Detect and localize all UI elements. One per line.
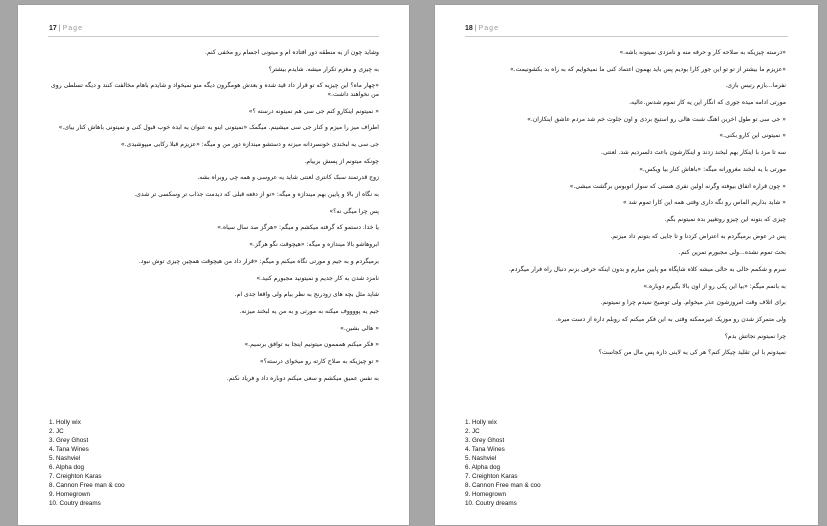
list-item: 8. Cannon Free man & coo: [49, 482, 125, 489]
page-body-text: [50, 49, 379, 391]
paragraph: نمیدونم با این تقلید چیکار کنم؟ هر کی یه لاینی داره پس مال من کجاست؟: [598, 349, 786, 357]
list-item: 6. Alpha dog: [465, 464, 501, 471]
list-item: 9. Homegrown: [49, 491, 90, 498]
paragraph: به بانمم میگم: «بیا این پکی رو از اون بالا بگیرم دوباره.»: [643, 282, 786, 290]
document-page-18: [435, 5, 818, 525]
header-separator: |: [58, 25, 61, 32]
list-item: 2. JC: [465, 428, 480, 435]
paragraph: پس در عوض برمیگردم به اعتراض کردنا و تا جایی که بتونم داد میزنم.: [610, 232, 786, 240]
paragraph: به چیزی و مغزم تکرار میشه. شایدم بیشتر؟: [268, 65, 379, 73]
list-item: 5. Nashviel: [49, 455, 81, 462]
list-item: 9. Homegrown: [465, 491, 506, 498]
paragraph: مورتی ادامه میده جوری که انگار این یه کار تموم شدس.عالیه.: [629, 99, 786, 107]
list-item: 4. Tana Wines: [49, 446, 89, 453]
paragraph: چونکه میتونم از پسش بربیام.: [304, 157, 379, 165]
list-item: 6. Alpha dog: [49, 464, 85, 471]
list-item: 7. Creighton Karas: [49, 473, 102, 480]
paragraph: چرا نمیتونم نجاتش بدم؟: [724, 332, 786, 340]
paragraph: اطراف میز را میزم و کنار جی سی میشینم. میگمک «نمیتونی اینو به عنوان یه ایده خوب قبول کنی و نمیتونی باهاش کنار بیای.»: [58, 124, 379, 132]
list-item: 7. Creighton Karas: [465, 473, 518, 480]
page-number: 17: [49, 25, 57, 32]
paragraph: «چهار ماه؟ این چیزیه که تو قرار داد قید شده و بعدش هومگرون دیگه منو نمیخواد و شایدم باهام مخالفت کنند و دیگه تسلطی روی من نخواهند داشت.»: [50, 82, 379, 98]
paragraph: «درسته چیزیکه به صلاحه کار و حرفه منه و نامزدی نمیتونه باشه.»: [619, 49, 786, 56]
list-item: 10. Coutry dreams: [465, 500, 517, 507]
paragraph: « نمیتونم اینکارو کنم جی سی هم نمیتونه درسته ؟»: [248, 107, 379, 115]
footnote-list: [49, 418, 125, 508]
page-header: [465, 25, 499, 32]
paragraph: مورتی با یه لبخند مغرورانه میگه: «باهاش کنار بیا ویکس.»: [639, 165, 786, 173]
paragraph: زوج قدرتمند سبک کانتری لعنتی شاید یه عروسی و همه چی روبراه بشه.: [197, 174, 379, 182]
paragraph: « تو چیزیکه به صلاح کارته رو میخوای درسته؟»: [259, 357, 379, 365]
paragraph: « جی سی تو طول اخرین اهنگ شبت هالی رو استیج بردی و اون جلوت خم شد مردم عاشق اینکاران.»: [527, 115, 786, 123]
paragraph: ابروهاشو بالا میندازه و میگه: «هیچوقت نگو هرگز.»: [249, 241, 379, 249]
paragraph: جی سی یه لبخندی خونسردانه میزنه و دستشو میندازه دور من و میگه: «عزیزم قبلا رکابی میپوشیدی.»: [120, 141, 379, 149]
list-item: 4. Tana Wines: [465, 446, 505, 453]
paragraph: « فکر میکنم همممون میتونیم اینجا به توافق برسیم.»: [244, 341, 379, 349]
header-divider: [48, 36, 379, 37]
paragraph: برمیگردم و به جیم و مورتی نگاه میکنم و میگم: «قرار داد من هیچوقت همچین چیزی توش نبود.: [138, 257, 379, 265]
paragraph: «عزیزم ما بیشتر از تو تو این جور کارا بودیم پس باید بهمون اعتماد کنی ما نمیخوایم که به راه بد بکشونیمت.»: [510, 65, 786, 73]
document-page-17: [18, 5, 409, 525]
paragraph: نامزد شدن به کار جدیم و نمیتونید مجبورم کنید.»: [256, 274, 379, 282]
list-item: 1. Holly wix: [465, 419, 497, 426]
paragraph: به نگاه از بالا و پایین بهم میندازه و میگه: «تو از دفعه قبلی که دیدمت جذاب تر وسکسی تر شدی.: [134, 191, 379, 199]
footnote-list: [465, 418, 541, 508]
header-separator: |: [474, 25, 477, 32]
list-item: 3. Grey Ghost: [49, 437, 89, 444]
page-label: Page: [62, 25, 83, 32]
paragraph: برای اتلاف وقت امروزشون عذر میخوام. ولی توضیح نمیدم چرا و نمیتونم.: [600, 299, 786, 307]
paragraph: جیم یه پووووف میکنه به مورتی و به من یه لبخند میزنه.: [239, 307, 379, 315]
paragraph: سه تا مرد با اینکار بهم لبخند زدند و اینکارشون باعث دلسردیم شد. لعنتی.: [601, 149, 786, 157]
header-divider: [465, 36, 788, 37]
list-item: 1. Holly wix: [49, 419, 81, 426]
paragraph: ولی متمرکز شدن رو موزیک غیرممکنه وقتی به این فکر میکنم که روبلم داره از دست میره.: [555, 316, 786, 323]
paragraph: سرم و شکمم حالی به حالی میشه کلاه شاپگاه مو پایین میارم و بدون اینکه حرفی بزنم دنبال راه فرار میگردم.: [508, 265, 786, 273]
page-label: Page: [478, 25, 499, 32]
page-body-text: [465, 49, 786, 366]
paragraph: به نفس عمیق میکشم و سعی میکنم دوباره داد و فریاد نکنم.: [226, 374, 379, 382]
list-item: 8. Cannon Free man & coo: [465, 482, 541, 489]
page-number: 18: [465, 25, 473, 32]
paragraph: « شاید بذاریم الماس رو نگه داری وقتی همه این کارا تموم شد »: [622, 199, 786, 207]
page-header: [49, 25, 83, 32]
list-item: 5. Nashviel: [465, 455, 497, 462]
paragraph: « چون قراره اتفاق بیوفته وگرنه اولین نفری هستی که سوار اتوبوس برگشت میشی.»: [569, 182, 786, 190]
paragraph: چیزی که بتونه این چیزو روتغییر بده نمیتونم بگم.: [664, 215, 786, 223]
paragraph: بحث تموم نشده...ولی مجبورم تمرین کنم.: [678, 249, 786, 257]
paragraph: وشاید چون از یه منطقه دور افتاده ام و میتونی اجسام رو مخفی کنم.: [204, 49, 379, 56]
paragraph: « نمیتونی این کارو بکنی.»: [719, 132, 786, 140]
paragraph: یا خدا. دستمو که گرفته میکشم و میگم: «هرگز صد سال سیاه.»: [217, 224, 379, 232]
paragraph: پس چرا میگی نه؟»: [329, 207, 379, 215]
paragraph: « هالی بشین.»: [340, 324, 379, 332]
list-item: 2. JC: [49, 428, 64, 435]
paragraph: شاید مثل بچه های زودرنج به نظر بیام ولی واقعا جدی ام.: [234, 291, 379, 299]
list-item: 10. Coutry dreams: [49, 500, 101, 507]
paragraph: نفرما...بازم رنیس بازی.: [725, 82, 786, 90]
list-item: 3. Grey Ghost: [465, 437, 505, 444]
